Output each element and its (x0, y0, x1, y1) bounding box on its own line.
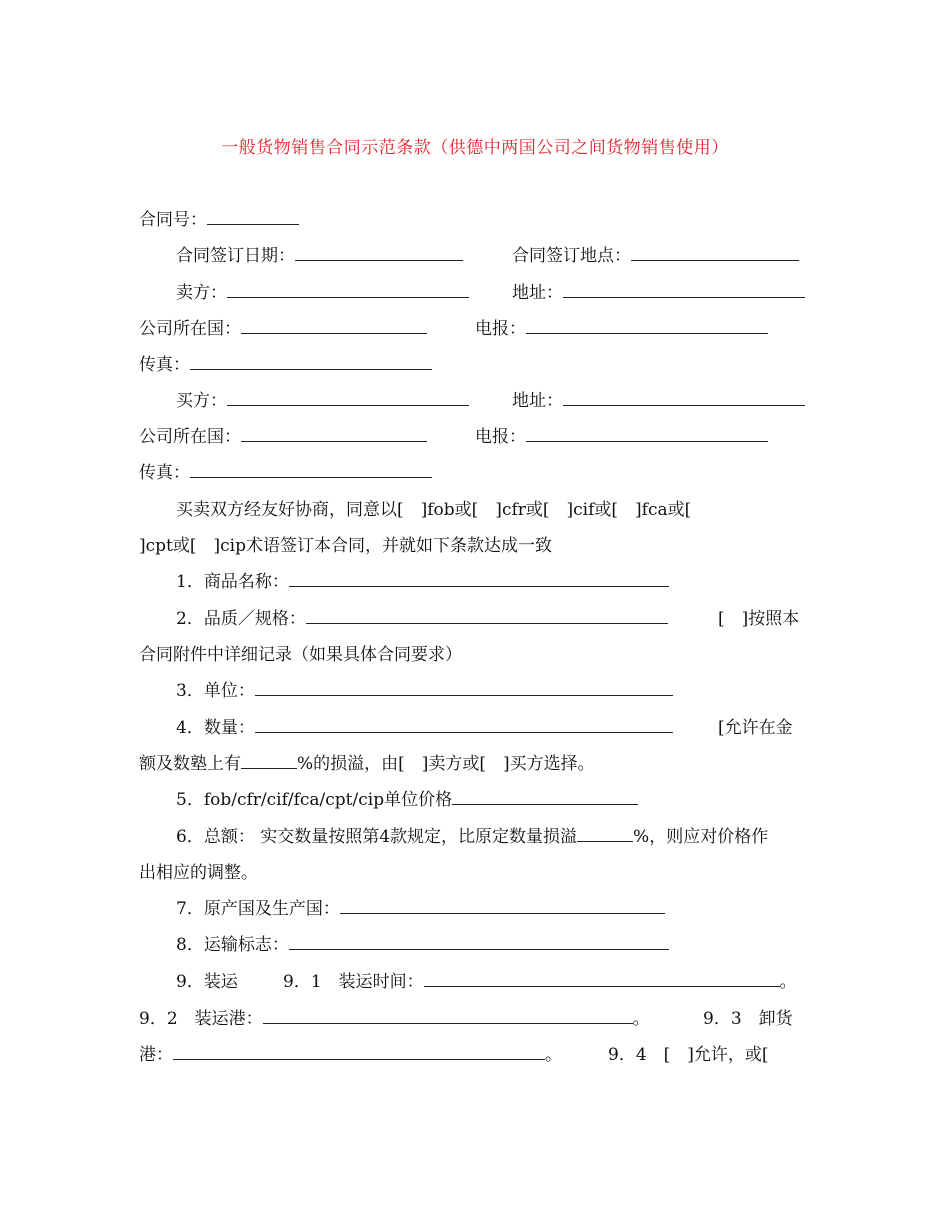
buyer-address-line (512, 390, 805, 412)
item-4-percent-blank (241, 753, 297, 769)
item-6-line (176, 826, 856, 848)
buyer-country-blank (241, 426, 427, 442)
item-9-3-blank (173, 1044, 545, 1060)
item-9-1-period: 。 (779, 972, 797, 992)
item-4-label: 4．数量： (176, 718, 255, 738)
contract-number-blank (207, 209, 299, 225)
item-9-1-label: 9．1 装运时间： (283, 972, 424, 992)
item-9-1-blank (424, 971, 780, 987)
item-3-label: 3．单位： (176, 681, 255, 701)
item-8-blank (289, 934, 669, 950)
seller-fax-label: 传真： (139, 355, 190, 375)
item-9-1-line (283, 971, 797, 993)
item-9-3-cont-label: 港： (139, 1045, 173, 1065)
item-9-2-period: 。 (632, 1009, 650, 1029)
buyer-address-blank (563, 390, 805, 406)
sign-place-blank (631, 245, 799, 261)
item-2-label: 2．品质／规格： (176, 609, 306, 629)
item-7-blank (340, 898, 665, 914)
intro-line-2: ]cpt或[ ]cip术语签订本合同，并就如下条款达成一致 (139, 536, 552, 556)
buyer-fax-line (139, 462, 819, 484)
item-2-continuation: 合同附件中详细记录（如果具体合同要求） (139, 645, 462, 665)
item-5-blank (452, 789, 638, 805)
sign-place-label: 合同签订地点： (512, 246, 631, 266)
item-9-label: 9．装运 (176, 972, 238, 992)
buyer-telegram-blank (526, 426, 768, 442)
item-6-continuation: 出相应的调整。 (139, 863, 258, 883)
item-5-label: 5．fob/cfr/cif/fca/cpt/cip单位价格 (176, 790, 453, 810)
seller-country-blank (241, 318, 427, 334)
item-9-2-blank (263, 1008, 633, 1024)
buyer-address-label: 地址： (512, 391, 563, 411)
buyer-blank (227, 390, 469, 406)
item-8-label: 8．运输标志： (176, 935, 289, 955)
item-5-line (176, 789, 856, 811)
item-9-3-label: 9．3 卸货 (703, 1009, 793, 1029)
contract-number-label: 合同号： (139, 210, 207, 230)
item-6-percent-blank (577, 826, 633, 842)
item-4-continuation (139, 753, 819, 775)
seller-country-label: 公司所在国： (139, 319, 241, 339)
buyer-label: 买方： (176, 391, 227, 411)
item-7-line (176, 898, 856, 920)
seller-address-line (512, 282, 805, 304)
sign-date-label: 合同签订日期： (176, 246, 295, 266)
intro-line-1: 买卖双方经友好协商，同意以[ ]fob或[ ]cfr或[ ]cif或[ ]fca或[ (176, 500, 692, 520)
buyer-telegram-line (475, 426, 768, 448)
seller-telegram-line (475, 318, 768, 340)
buyer-fax-label: 传真： (139, 463, 190, 483)
item-1-line (176, 571, 856, 593)
item-1-label: 1．商品名称： (176, 572, 289, 592)
seller-fax-line (139, 354, 819, 376)
item-3-blank (255, 680, 673, 696)
item-4-cont-text-b: %的损溢，由[ ]卖方或[ ]买方选择。 (297, 754, 595, 774)
document-title: 一般货物销售合同示范条款（供德中两国公司之间货物销售使用） (221, 138, 729, 158)
buyer-fax-blank (190, 462, 432, 478)
item-4-option: [允许在金 (718, 718, 793, 738)
item-3-line (176, 680, 856, 702)
buyer-telegram-label: 电报： (475, 427, 526, 447)
item-6-text-b: %，则应对价格作 (633, 827, 769, 847)
item-4-blank (255, 717, 673, 733)
seller-address-blank (563, 282, 805, 298)
item-7-label: 7．原产国及生产国： (176, 899, 340, 919)
seller-blank (227, 282, 469, 298)
item-9-2-label: 9．2 装运港： (139, 1009, 263, 1029)
item-9-4-line: 9．4 [ ]允许，或[ (608, 1045, 769, 1065)
sign-place-line (512, 245, 799, 267)
item-8-line (176, 934, 856, 956)
buyer-country-label: 公司所在国： (139, 427, 241, 447)
seller-fax-blank (190, 354, 432, 370)
item-9-3-period: 。 (545, 1045, 562, 1065)
seller-telegram-blank (526, 318, 768, 334)
seller-address-label: 地址： (512, 283, 563, 303)
seller-label: 卖方： (176, 283, 227, 303)
sign-date-blank (295, 245, 463, 261)
contract-number-line (139, 209, 819, 231)
item-1-blank (289, 571, 669, 587)
item-6-text-a: 6．总额： 实交数量按照第4款规定，比原定数量损溢 (176, 827, 578, 847)
item-2-option: [ ]按照本 (718, 609, 800, 629)
item-2-blank (306, 608, 668, 624)
item-4-cont-text-a: 额及数塾上有 (139, 754, 241, 774)
seller-telegram-label: 电报： (475, 319, 526, 339)
